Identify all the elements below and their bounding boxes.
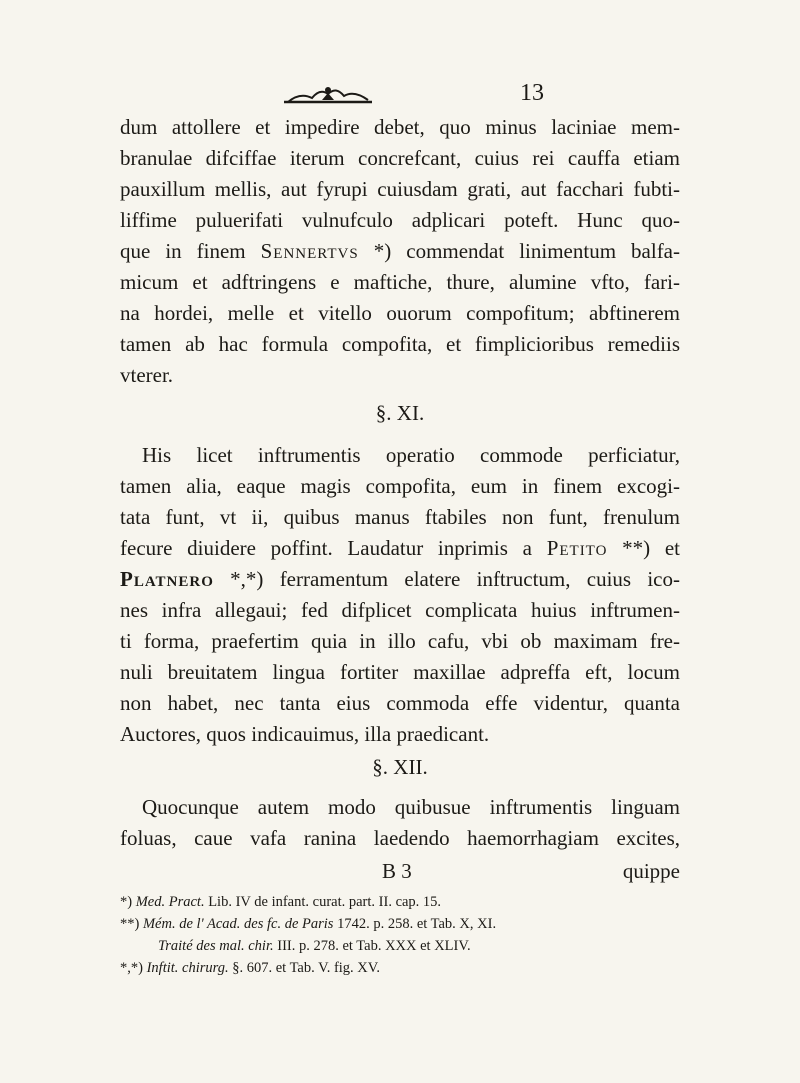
footnote-ref: **) (622, 536, 651, 560)
text-line: tamen ab hac formula compofita, et fimplicioribus remediis (120, 332, 680, 356)
footnote-text: III. p. 278. et Tab. XXX et XLIV. (277, 938, 471, 954)
text-fragment: et (664, 536, 680, 560)
footnote-title: Traité des mal. chir. (158, 938, 274, 954)
text-line: dum attollere et impedire debet, quo minus laciniae mem- (120, 115, 680, 139)
text-line: Quocunque autem modo quibusue inftrumentis linguam (142, 795, 680, 819)
footnotes (120, 891, 680, 979)
text-line: tata funt, vt ii, quibus manus ftabiles non funt, frenulum (120, 505, 680, 529)
section-heading-xii: §. XII. (372, 755, 428, 779)
footnote-2 (120, 913, 680, 935)
text-fragment: fecure diuidere poffint. Laudatur inprimis a (120, 536, 532, 560)
footnote-mark: *,*) (120, 960, 143, 976)
text-line (120, 564, 680, 595)
catchword: quippe (622, 859, 680, 883)
head-ornament-icon (282, 80, 374, 106)
author-petit: Petito (546, 536, 608, 560)
text-line: liffime puluerifati vulnufculo adplicari poteft. Hunc quo- (120, 208, 680, 232)
footnote-2-continued (120, 935, 680, 957)
footnote-text: 1742. p. 258. et Tab. X, XI. (337, 916, 497, 932)
text-line: micum et adftringens e maftiche, thure, alumine vfto, fari- (120, 270, 680, 294)
text-fragment: commendat linimentum balfa- (406, 239, 680, 263)
footnote-text: Lib. IV de infant. curat. part. II. cap. 15. (208, 894, 442, 910)
footnote-1 (120, 891, 680, 913)
signature-mark: B 3 (382, 859, 412, 883)
footnote-ref: *,*) (230, 567, 264, 591)
text-line: nes infra allegaui; fed difplicet complicata huius inftrumen- (120, 598, 680, 622)
text-line (120, 533, 680, 564)
footnote-ref: *) (373, 239, 392, 263)
footnote-mark: **) (120, 916, 140, 932)
footnote-mark: *) (120, 894, 133, 910)
footnote-title: Mém. de l' Acad. des fc. de Paris (142, 916, 334, 932)
text-line: tamen alia, eaque magis compofita, eum in finem excogi- (120, 474, 680, 498)
paragraph-1 (120, 112, 680, 391)
signature-line (120, 856, 680, 886)
paragraph-section-xi (120, 440, 680, 750)
footnote-3 (120, 957, 680, 979)
text-line: vterer. (120, 363, 174, 387)
text-line: Auctores, quos indicauimus, illa praedicant. (120, 722, 490, 746)
text-line: foluas, caue vafa ranina laedendo haemorrhagiam excites, (120, 826, 680, 850)
text-line: His licet inftrumentis operatio commode perficiatur, (142, 443, 680, 467)
text-line: nuli breuitatem lingua fortiter maxillae adpreffa eft, locum (120, 660, 680, 684)
text-line: branulae difciffae iterum concrefcant, cuius rei cauffa etiam (120, 146, 680, 170)
text-fragment: ferramentum elatere inftructum, cuius ico- (279, 567, 680, 591)
text-line: na hordei, melle et vitello ouorum compofitum; abftinerem (120, 301, 680, 325)
text-fragment: que in finem (120, 239, 261, 263)
page-number: 13 (520, 80, 544, 106)
footnote-text: §. 607. et Tab. V. fig. XV. (232, 960, 381, 976)
footnote-title: Med. Pract. (135, 894, 205, 910)
text-line (120, 236, 680, 267)
text-line: pauxillum mellis, aut fyrupi cuiusdam grati, aut facchari fubti- (120, 177, 680, 201)
author-sennertus: Sennertvs (260, 239, 359, 263)
section-heading-xi: §. XI. (375, 401, 425, 425)
text-line: ti forma, praefertim quia in illo cafu, vbi ob maximam fre- (120, 629, 680, 653)
footnote-title: Inftit. chirurg. (146, 960, 229, 976)
text-line: non habet, nec tanta eius commoda effe videntur, quanta (120, 691, 680, 715)
paragraph-section-xii (120, 792, 680, 854)
author-platner: Platnero (120, 567, 214, 591)
